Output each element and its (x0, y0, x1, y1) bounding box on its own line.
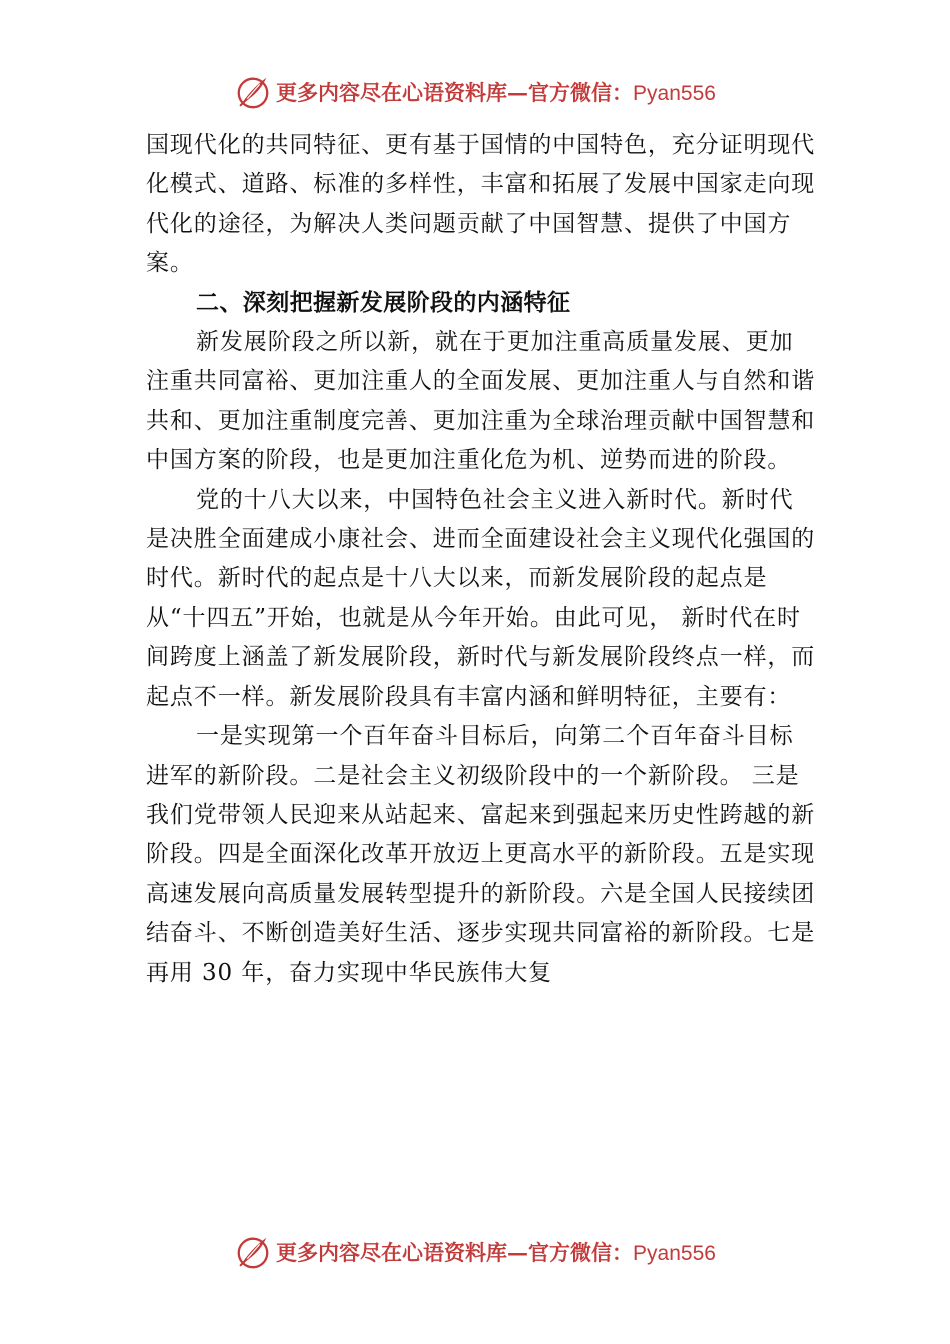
feather-logo-icon (234, 1233, 272, 1271)
paragraph: 新发展阶段之所以新，就在于更加注重高质量发展、更加注重共同富裕、更加注重人的全面发展、更加注重人与自然和谐共和、更加注重制度完善、更加注重为全球治理贡献中国智慧和中国方案的阶段，也是更加注重化危为机、逆势而进的阶段。 (146, 329, 816, 474)
feather-logo-icon (234, 73, 272, 111)
banner-text: 更多内容尽在心语资料库—官方微信：Pyan556 (276, 1240, 716, 1265)
paragraph-continuation: 国现代化的共同特征、更有基于国情的中国特色，充分证明现代化模式、道路、标准的多样性，丰富和拓展了发展中国家走向现代化的途径，为解决人类问题贡献了中国智慧、提供了中国方案。 (146, 132, 816, 277)
paragraph: 一是实现第一个百年奋斗目标后，向第二个百年奋斗目标进军的新阶段。二是社会主义初级阶段中的一个新阶段。 三是我们党带领人民迎来从站起来、富起来到强起来历史性跨越的新阶段。四是全面深化改革开放迈上更高水平的新阶段。五是实现高速发展向高质量发展转型提升的新阶段。六是全国人民接续团结奋斗、不断创造美好生活、逐步实现共同富裕的新阶段。七是再用 30 年，奋力实现中华民族伟大复 (146, 723, 816, 986)
wechat-id: Pyan556 (633, 82, 716, 105)
header-banner (0, 72, 950, 112)
paragraph: 党的十八大以来，中国特色社会主义进入新时代。新时代是决胜全面建成小康社会、进而全面建设社会主义现代化强国的时代。新时代的起点是十八大以来，而新发展阶段的起点是从“十四五”开始，也就是从今年开始。由此可见， 新时代在时间跨度上涵盖了新发展阶段，新时代与新发展阶段终点一样，而起点不一样。新发展阶段具有丰富内涵和鲜明特征，主要有： (146, 486, 816, 710)
section-heading: 二、深刻把握新发展阶段的内涵特征 (196, 289, 571, 316)
footer-banner (0, 1232, 950, 1272)
document-body (146, 126, 816, 993)
banner-text: 更多内容尽在心语资料库—官方微信：Pyan556 (276, 80, 716, 105)
wechat-id: Pyan556 (633, 1242, 716, 1265)
